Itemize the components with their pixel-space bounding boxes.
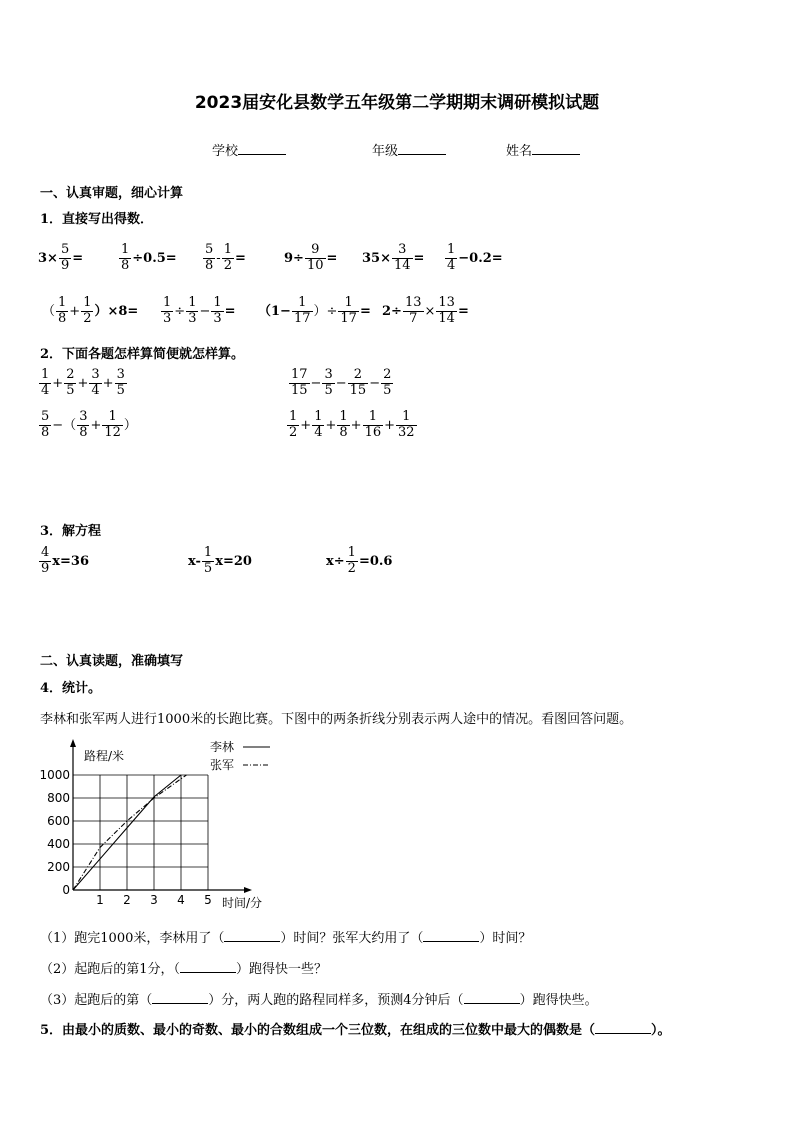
x-tick-label: 1: [96, 893, 104, 907]
x-tick-label: 2: [123, 893, 131, 907]
q4-description: 李林和张军两人进行1000米的长跑比赛。下图中的两条折线分别表示两人途中的情况。看图回答问题。: [40, 712, 633, 727]
q1-item-5: 35× $\frac{3}{14}$ =: [362, 242, 425, 273]
y-tick-label: 0: [62, 883, 70, 897]
q5-text: 5．由最小的质数、最小的奇数、最小的合数组成一个三位数，在组成的三位数中最大的偶数是（ ）。: [40, 1023, 671, 1038]
y-tick-label: 400: [47, 837, 70, 851]
q1-item-9: （1− $\frac{1}{17}$ ）÷ $\frac{1}{17}$ =: [258, 295, 371, 326]
y-axis-arrow: [70, 739, 76, 747]
q1-item-10: 2÷ $\frac{13}{7}$ × $\frac{13}{14}$ =: [382, 295, 469, 326]
q3-label: 3．解方程: [40, 524, 102, 539]
page-title: 2023届安化县数学五年级第二学期期末调研模拟试题: [194, 93, 600, 113]
q2-expr-3: $\frac{5}{8}$ −（ $\frac{3}{8}$ + $\frac{1}{12}$ ）: [41, 409, 137, 440]
x-tick-label: 5: [204, 893, 212, 907]
y-tick-label: 200: [47, 860, 70, 874]
q1-item-2: $\frac{1}{8}$ ÷0.5=: [121, 242, 177, 273]
q1-item-3: $\frac{5}{8}$ - $\frac{1}{2}$ =: [205, 242, 246, 273]
section-2-heading: 二、认真读题，准确填写: [40, 654, 184, 669]
q1-item-8: $\frac{1}{3}$ ÷ $\frac{1}{3}$ − $\frac{1}{3}$ =: [163, 295, 236, 326]
q2-label: 2．下面各题怎样算简便就怎样算。: [40, 347, 245, 362]
q1-item-4: 9÷ $\frac{9}{10}$ =: [284, 242, 338, 273]
x-axis-label: 时间/分: [222, 896, 263, 910]
chart-lines: [73, 775, 186, 890]
y-axis-label: 路程/米: [84, 749, 125, 763]
series-line-2: [73, 775, 186, 890]
q4-sub-2: （2）起跑后的第1分，（ ）跑得快一些？: [40, 962, 328, 977]
chart-grid: [73, 775, 208, 890]
distance-time-chart: [30, 735, 290, 915]
q2-expr-4: $\frac{1}{2}$ + $\frac{1}{4}$ + $\frac{1}{8}$ + $\frac{1}{16}$ + $\frac{1}{32}$: [289, 409, 415, 440]
legend-label-1: 李林: [210, 740, 235, 754]
q4-sub-1: （1）跑完1000米，李林用了（ ）时间？张军大约用了（ ）时间？: [40, 931, 532, 946]
y-tick-label: 600: [47, 814, 70, 828]
q1-item-7: （ $\frac{1}{8}$ + $\frac{1}{2}$ ）×8=: [42, 295, 139, 326]
name-field: 姓名: [506, 140, 580, 159]
x-axis-arrow: [244, 887, 252, 893]
q2-expr-1: $\frac{1}{4}$ + $\frac{2}{5}$ + $\frac{3}{4}$ + $\frac{3}{5}$: [41, 367, 125, 398]
q1-label: 1．直接写出得数．: [40, 212, 154, 227]
x-tick-label: 3: [150, 893, 158, 907]
school-field: 学校: [212, 140, 286, 159]
q1-item-6: $\frac{1}{4}$ −0.2=: [447, 242, 503, 273]
legend-label-2: 张军: [210, 758, 235, 772]
q4-sub-3: （3）起跑后的第（ ）分，两人跑的路程同样多，预测4分钟后（ ）跑得快些。: [40, 993, 598, 1008]
q4-label: 4．统计。: [40, 681, 102, 696]
q2-expr-2: $\frac{17}{15}$ − $\frac{3}{5}$ − $\frac{2}{15}$ − $\frac{2}{5}$: [291, 367, 392, 398]
q3-eq-2: x- $\frac{1}{5}$ x=20: [188, 545, 252, 576]
chart-legend: [210, 739, 270, 772]
q3-eq-3: x÷ $\frac{1}{2}$ =0.6: [326, 545, 393, 576]
q3-eq-1: $\frac{4}{9}$ x=36: [41, 545, 90, 576]
section-1-heading: 一、认真审题，细心计算: [40, 186, 184, 201]
x-tick-label: 4: [177, 893, 185, 907]
q1-item-1: 3× $\frac{5}{9}$ =: [38, 242, 84, 273]
chart-ticks: [39, 768, 211, 907]
grade-field: 年级: [372, 140, 446, 159]
y-tick-label: 800: [47, 791, 70, 805]
y-tick-label: 1000: [39, 768, 70, 782]
